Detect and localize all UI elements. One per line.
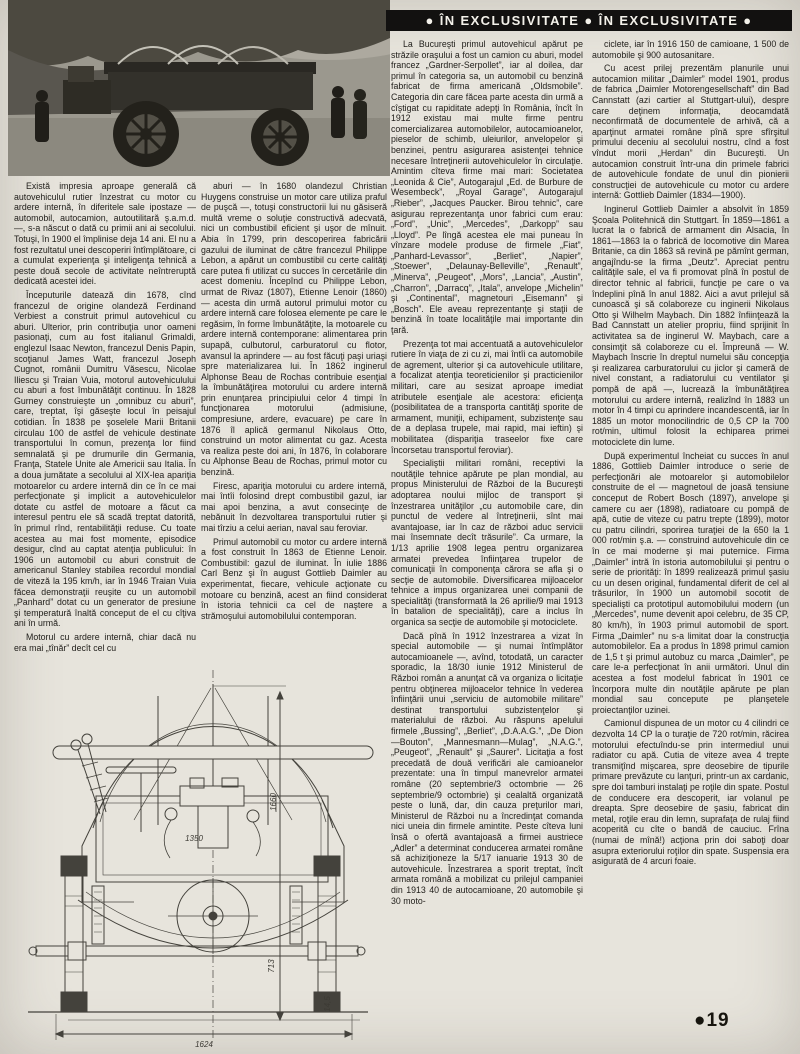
truck-photo-image xyxy=(8,0,390,176)
dim-wheel-label: 14,5 xyxy=(323,996,332,1012)
paragraph: Inginerul Gottlieb Daimler a absolvit în 1859 Şcoala Politehnică din Stuttgart. În 1859—1861 a lucrat la o fabrică de armament din Alsacia, în 1861—1863 la o fabrică de locomotive din Marea Britanie, ca din 1863 să revină pe pămînt german, angajîndu-se la firma „Deutz”. Apreciat pentru calităţile sale, el va fi promovat pînă în postul de director tehnic al fabricii, funcţie pe care o va îndeplini pînă în anul 1882. Aici a avut prilejul să cunoască şi să colaboreze cu inginerii Nikolaus Otto şi Wilhelm Maybach. Din 1882 înfiinţează la Bad Cannstatt un atelier propriu, fiind sprijinit în activitatea sa de inginerul W. Maybach, care a consimţit să colaboreze cu el. Împreună — W. Maybach înscrie în dreptul numelui său concepţia şi realizarea carburatorului cu jiclor şi cameră de nivel constant, a radiatorului cu ventilator şi pompă de apă —, lucrează la îmbunătăţirea motorului cu ardere internă, realizînd în 1883 un motor în 4 timpi cu aprindere incandescentă, iar în 1885 un motor monocilindric de 0,5 CP la 700 rot/min, ultimul folosit la echiparea primei motociclete din lume. xyxy=(592,203,789,447)
exclusivity-banner-label: ● ÎN EXCLUSIVITATE ● ÎN EXCLUSIVITATE ● xyxy=(425,13,753,28)
dim-height-label: 1660 xyxy=(269,793,278,811)
dim-axle-label: 713 xyxy=(267,959,276,973)
article-column-4 xyxy=(592,39,789,1013)
technical-drawing xyxy=(8,600,386,1052)
paragraph: Camionul dispunea de un motor cu 4 cilindri ce dezvolta 14 CP la o turaţie de 720 rot/min, răcirea motorului efectuîndu-se prin intermediul unui radiator cu apă. Cutia de viteze avea 4 trepte transmiţînd mişcarea, spre deosebire de tipurile primare prevăzute cu lanţuri, printr-un ax cardanic, spre doi tamburi instalaţi pe roţile din spate. Postul de conducere era descoperit, iar volanul pe dreapta. Spre deosebire de şasiu, fabricat din metal, roţile erau din lemn, suprafaţa de rulaj fiind acoperită cu cîte o bandă de cauciuc. Frîna (numai de mînă!) acţiona prin doi saboţi doar asupra exteriorului roţilor din spate. Suspensia era asigurată de 4 arcuri foaie. xyxy=(592,718,789,867)
paragraph: Există impresia aproape generală că autovehiculul rutier înzestrat cu motor cu ardere internă, în diferitele sale ipostaze — automobil, autocamion, autoutilitară ş.a.m.d. —, s-a născut o dată cu primii ani ai secolului. Totuşi, în 1900 el împlinise deja 14 ani. El nu a fost rezultatul unei descoperiri întîmplătoare, ci a cumulat experienţa şi inteligenţa tehnică a peste două secole de activitate neîntreruptă dedicată acestei idei. xyxy=(14,181,196,287)
paragraph: Prezenţa tot mai accentuată a autovehiculelor rutiere în viaţa de zi cu zi, mai întîi ca automobile de agrement, ulterior şi ca autovehicule utilitare, a focalizat atenţia teoreticienilor şi practicienilor militari, care au sesizat aproape imediat atributele esenţiale ale acestora: eficienţa (posibilitatea de a transporta cantităţi sporite de armament, muniţii, echipament, subzistenţe sau de a deplasa trupele, mai rapid, mai ieftin) şi mobilitatea (dispariţia traseelor fixe care încorsetau transportul feroviar). xyxy=(391,338,583,455)
dim-track-label: 1624 xyxy=(195,1040,213,1049)
truck-photo xyxy=(8,0,390,176)
paragraph: Dacă pînă în 1912 înzestrarea a vizat în special automobile — şi numai întîmplător autocamioanele —, avînd, totodată, un caracter sporadic, la 18/30 iunie 1912 Ministerul de Război român a anunţat că va organiza o licitaţie pentru obţinerea mijloacelor tehnice în vederea înfiinţării unui „serviciu de automobile militare” destinat transportului subzistenţelor şi materialului de război. Au răspuns apelului firmele „Bussing”, „Berliet”, „D.A.A.G.”, „De Dion—Bouton”, „Mannesmann—Mulag”, „N.A.G.”, „Peugeot”, „Renault” şi „Saurer”. Licitaţia a fost precedată de două verificări ale camioanelor prezentate: una în timpul manevrelor armatei române (20 septembrie/3 octombrie — 26 septembrie/9 octombrie) şi cealaltă organizată peste o lună, dar, din cauza preţurilor mari, Ministerul de Război nu a încredinţat comanda nici uneia din firmele amintite. Peste cîteva luni însă o ofertă avantajoasă a firmei austriece „Adler” a determinat conducerea armatei române să achiziţioneze la 5/17 ianuarie 1913 30 de autovehicule. Înzestrarea a sporit treptat, încît armata română a mobilizat cu prilejul campaniei din 1913 40 de autocamioane, 20 automobile şi 30 moto- xyxy=(391,630,583,906)
paragraph: După experimentul încheiat cu succes în anul 1886, Gottlieb Daimler introduce o serie de perfecţionări ale motoarelor şi automobilelor construite de el — magnetoul de joasă tensiune conceput de Robert Bosch (1897), anvelope şi camere cu aer (1898), radiatoare cu pompă de apă, cutie de viteze cu patru trepte (1899), motor cu patru cilindri, sporirea turaţiei de la 650 la 1 000 rot/min ş.a. — construind autovehicule din ce în ce mai moderne şi mai puternice. Firma „Daimler” intră în istoria automobilului şi pentru o serie de priorităţi: în 1899 realizează primul şasiu cu un desen original, fundamental diferit de cel al trăsurilor, în 1900 un automobil socotit de specialişti ca prototipul automobilului modern (un „Mercedes”, nume devenit apoi celebru, de 35 CP, 80 km/h), în 1903 primul automobil de sport. Firma „Daimler” nu s-a limitat doar la construcţia automobilelor. Ea a produs în 1898 primul camion de 1,5 t şi primul autobuz cu marca „Daimler”, pe care le-a perfecţionat în anii următori. Unul din acestea a fost modelul fabricat în 1901 ce încorpora multe din noutăţile apărute pe plan mondial sau concepute pe planşetele proiectanţilor uzinei. xyxy=(592,450,789,715)
paragraph: Firesc, apariţia motorului cu ardere internă, mai întîi folosind drept combustibil gazul, iar mai apoi benzina, a avut consecinţe de nebănuit în dezvoltarea transportului rutier şi mai tîrziu a celui aerian, naval sau feroviar. xyxy=(201,480,387,533)
paragraph: La Bucureşti primul autovehicul apărut pe străzile oraşului a fost un camion cu aburi, model francez „Gardner-Serpollet”, iar al doilea, dar primul în categoria sa, un automobil cu benzină fabricat de firma americană „Oldsmobile”. Categoria din care făcea parte acesta din urmă a cîştigat cu rapiditate adepţi în România, încît în 1912 existau mai multe firme pentru comercializarea automobilelor, autocamioanelor, pieselor de schimb, uleiurilor, anvelopelor şi benzinei, pentru asigurarea asistenţei tehnice necesare întreţinerii autovehiculelor în circulaţie. Amintim cîteva firme mai mari: Societatea „Leonida & Cie”, Autogarajul „Ed. de Burbure de Wesembeck”, „Royal Garage”, Autogarajul „Rieber”, „Jacques Paucker. Birou tehnic”, care asigurau reprezentanţa unor fabrici cum erau: „Ford”, „Unic”, „Mercedes”, „Darkopp” sau „Lloyd”. Pe lîngă acestea ele mai puneau în vînzare modele produse de firmele „Fiat”, „Panhard-Levassor”, „Berliet”, „Napier”, „Stoewer”, „Delaunay-Belleville”, „Renault”, „Minerva”, „Peugeot”, „Mors”, „Lancia”, „Austin”, „Charron”, „Darracq”, „Itala”, anvelope „Michelin” şi „Continental”, magnetouri „Eisemann” şi „Bosch”. Ele aveau reprezentanţe şi staţii de benzină în toate localităţile mai importante din ţară. xyxy=(391,39,583,336)
dim-tank-label: 1350 xyxy=(185,834,203,843)
paragraph: Primul automobil cu motor cu ardere internă a fost construit în 1863 de Etienne Lenoir. Combustibil: gazul de iluminat. În iulie 1886 Carl Benz şi în august Gottlieb Daimler au experimentat, fiecare, vehicule acţionate cu motoare cu benzină, acest an fiind considerat în istoria tehnicii ca cel de naştere a strămoşului automobilului contemporan. xyxy=(201,536,387,621)
paragraph: aburi — în 1680 olandezul Christian Huygens construise un motor care utiliza praful de puşcă —, totuşi constructorii lui nu găsiseră multă vreme o soluţie constructivă adecvată, nici un combustibil eficient şi uşor de mînuit. Abia în 1799, prin descoperirea fabricării gazului de iluminat de către francezul Philippe Lebon, a apărut un combustibil cu certe calităţi care putea fi utilizat cu succes în cercetările din acest domeniu. Începînd cu Philippe Lebon, urmat de Rivaz (1807), Etienne Lenoir (1860) — acesta din urmă autorul primului motor cu ardere internă care folosea elemente pe care le regăsim, în forme îmbunătăţite, la motoarele cu ardere internă contemporane: alimentarea prin supapă, culbutorul, carburatorul cu flotor, avansul la aprindere — au fost făcuţi paşi uriaşi spre materializarea lui. În 1862 inginerul Alphonse Beau de Rochas contribuie esenţial la îmbunătăţirea motorului cu ardere internă prin enunţarea principiului celor 4 timpi în funcţionarea motorului (admisiune, compresiune, ardere, evacuare) pe care în 1876 îl aplică germanul Nikolaus Otto, construind un motor alimentat cu gaz. Acesta va realiza peste doi ani, în 1876, în colaborare cu Alphonse Beau de Rochas, primul motor cu benzină. xyxy=(201,181,387,478)
paragraph: Începuturile datează din 1678, cînd francezul de origine olandeză Ferdinand Verbiest a construit primul autovehicul cu aburi. Ulterior, prin contribuţia unor oameni pasionaţi, cum au fost italianul Grimaldi, englezul Isaac Newton, francezul Denis Papin, scoţianul James Watt, francezul Joseph Cugnot, românii Dumitru Văsescu, Nicolae Iliescu şi Traian Vuia, motorul autovehiculului cu aburi a fost îmbunătăţit continuu. În 1828 Gurney construieşte un „omnibuz cu aburi”, care, treptat, îşi găseşte locul în peisajul cotidian. În 1838 pe şoselele Marii Britanii circulau 100 de astfel de vehicule destinate transportului în comun, prezenţa lor fiind semnalată şi pe drumurile din Germania, Franţa, Statele Unite ale Americii sau Italia. În a doua jumătate a secolului al XIX-lea apariţia motoarelor cu ardere internă din ce în ce mai perfecţionate şi implicit a autovehiculelor dotate cu astfel de motoare a făcut ca interesul pentru ele să scadă treptat datorită, în primul rînd, rentabilităţii reduse. Cu toate acestea au mai fost momente, episodice desigur, cînd au captat atenţia publicului: în 1906 un automobil cu aburi construit de americanul Stanley stabilea recordul mondial de viteză la 195 km/h, iar în 1946 Traian Vuia făcea demonstraţii reuşite cu un automobil „Panhard” dotat cu un generator de presiune şi temperatură înaltă conceput de el cu cîţiva ani în urmă. xyxy=(14,289,196,629)
page-number: ●19 xyxy=(694,1010,730,1031)
paragraph: Cu acest prilej prezentăm planurile unui autocamion militar „Daimler” model 1901, produs de fabrica „Daimler Motorengesellschaft” din Bad Cannstatt (azi cartier al Stuttgart-ului), despre care deţinem informaţia, deocamdată neconfirmată de documentele de arhivă, că a aparţinut armatei române pînă spre sfîrşitul primului deceniu al secolului nostru, cînd a fost vîndut morii „Herdan” din Bucureşti. Un autocamion construit într-una din primele fabrici de autovehicule fondate de unul din pionierii construcţiei de autovehicule cu motor cu ardere internă: Gottlieb Daimler (1834—1900). xyxy=(592,63,789,201)
paragraph: ciclete, iar în 1916 150 de camioane, 1 500 de automobile şi 900 autosanitare. xyxy=(592,39,789,60)
paragraph: Motorul cu ardere internă, chiar dacă nu era mai „tînăr” decît cel cu xyxy=(14,631,196,653)
exclusivity-banner xyxy=(386,10,792,31)
truck-front-view-drawing xyxy=(8,600,386,1052)
paragraph: Specialiştii militari români, receptivi la noutăţile tehnice apărute pe plan mondial, au propus Ministerului de Război de la Bucureşti adoptarea noului mijloc de transport şi înzestrarea unităţilor „cu automobile care, din punctul de vedere al întreţinerii, sînt mai avantajoase, iar în caz de război aduc servicii mai însemnate decît trăsurile”. Ca urmare, la 1/13 aprilie 1908 legea pentru organizarea armatei prevedea înfiinţarea trupelor de comunicaţii în componenţa cărora se afla şi o secţie de automobile. Diversificarea mijloacelor tehnice a impus organizarea unei companii de specialităţi (transformată la 26 aprilie/9 mai 1913 în batalion de specialităţi), care a inclus în organica sa secţie de automobile şi motociclete. xyxy=(391,458,583,628)
article-column-3 xyxy=(391,39,583,1047)
